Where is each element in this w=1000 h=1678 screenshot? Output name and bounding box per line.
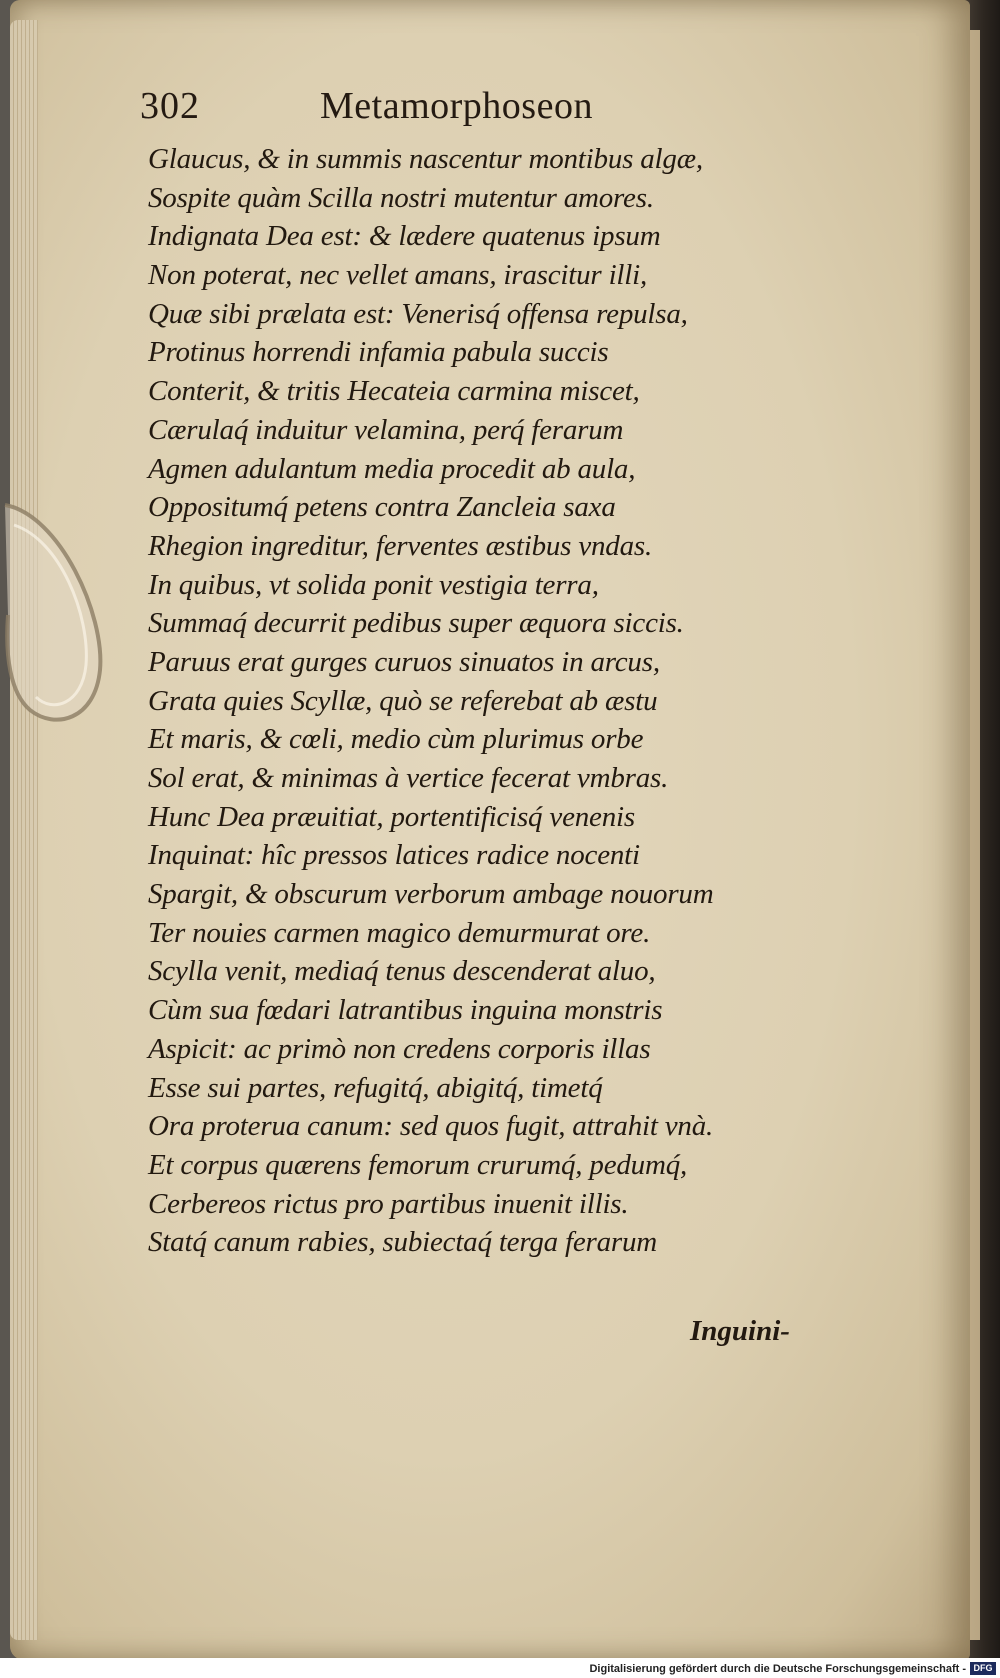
verse-line: Summaq́ decurrit pedibus super æquora siccis.: [148, 607, 684, 640]
verse-line: Grata quies Scyllæ, quò se referebat ab æstu: [148, 684, 658, 717]
verse-block: [148, 140, 788, 1262]
verse-line: Agmen adulantum media procedit ab aula,: [148, 452, 636, 485]
catchword: Inguini-: [690, 1315, 790, 1347]
footer-bar: [0, 1658, 1000, 1678]
verse-line: Spargit, & obscurum verborum ambage nouorum: [148, 878, 714, 911]
verse-line: Conterit, & tritis Hecateia carmina miscet,: [148, 375, 640, 408]
verse-line: Paruus erat gurges curuos sinuatos in arcus,: [148, 645, 660, 678]
footer-credit: Digitalisierung gefördert durch die Deutsche Forschungsgemeinschaft -: [589, 1663, 966, 1675]
verse-line: Cærulaq́ induitur velamina, perq́ ferarum: [148, 413, 624, 446]
verse-line: Sospite quàm Scilla nostri mutentur amores.: [148, 181, 654, 214]
dfg-logo-icon: DFG: [970, 1662, 996, 1675]
verse-line: Statq́ canum rabies, subiectaq́ terga ferarum: [148, 1226, 658, 1259]
verse-line: Et maris, & cœli, medio cùm plurimus orbe: [148, 723, 644, 756]
verse-line: Non poterat, nec vellet amans, irascitur illi,: [148, 259, 648, 292]
verse-line: Ter nouies carmen magico demurmurat ore.: [148, 916, 651, 949]
verse-line: Glaucus, & in summis nascentur montibus algæ,: [148, 143, 703, 175]
verse-line: Protinus horrendi infamia pabula succis: [148, 336, 609, 369]
running-title: Metamorphoseon: [320, 85, 593, 127]
verse-line: In quibus, vt solida ponit vestigia terra,: [148, 568, 599, 601]
verse-line: Inquinat: hîc pressos latices radice nocenti: [148, 839, 640, 872]
verse-line: Quæ sibi prælata est: Venerisq́ offensa repulsa,: [148, 297, 688, 330]
verse-line: Sol erat, & minimas à vertice fecerat vmbras.: [148, 762, 669, 794]
verse-line: Cùm sua fœdari latrantibus inguina monstris: [148, 994, 663, 1027]
verse-line: Scylla venit, mediaq́ tenus descenderat aluo,: [148, 955, 656, 988]
page-header: [140, 84, 760, 134]
page-number: 302: [140, 85, 200, 127]
verse-line: Aspicit: ac primò non credens corporis illas: [148, 1032, 651, 1065]
page-stack-edges: [10, 20, 38, 1640]
verse-line: Rhegion ingreditur, ferventes æstibus vndas.: [148, 529, 653, 562]
verse-line: Indignata Dea est: & lædere quatenus ipsum: [148, 220, 661, 253]
verse-line: Esse sui partes, refugitq́, abigitq́, timetq́: [148, 1071, 603, 1104]
verse-line: Oppositumq́ petens contra Zancleia saxa: [148, 491, 616, 524]
verse-line: Hunc Dea præuitiat, portentificisq́ venenis: [148, 800, 635, 833]
verse-line: Ora proterua canum: sed quos fugit, attrahit vnà.: [148, 1110, 714, 1143]
verse-line: Et corpus quærens femorum crurumq́, pedumq́,: [148, 1148, 688, 1181]
verse-line: Cerbereos rictus pro partibus inuenit illis.: [148, 1187, 629, 1220]
page-clip-icon: [0, 495, 120, 735]
